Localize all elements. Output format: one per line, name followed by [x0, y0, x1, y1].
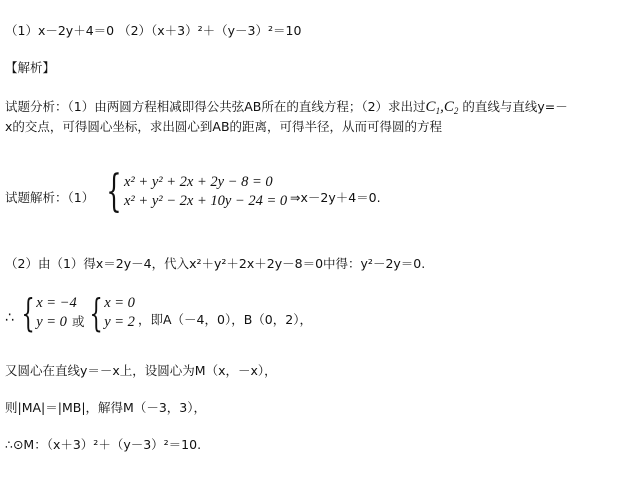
- solution-result: ⇒x－2y＋4＝0.: [290, 190, 381, 205]
- answer-line: （1）x－2y＋4＝0 （2）（x＋3）²＋（y－3）²＝10: [5, 23, 302, 38]
- systemA-eq2: y = 0: [36, 314, 67, 330]
- system1-eq1: x² + y² + 2x + 2y − 8 = 0: [124, 174, 273, 190]
- c2-symbol: $C_2$: [443, 99, 459, 116]
- systemB-eq1: x = 0: [104, 295, 135, 311]
- systemB-eq2: y = 2: [104, 314, 135, 330]
- analysis-heading: 【解析】: [5, 60, 56, 75]
- solution-label: 试题解析：（1）: [5, 190, 95, 205]
- points-text: ，即A（－4，0），B（0，2），: [138, 312, 312, 327]
- analysis-line-2: x的交点，可得圆心坐标，求出圆心到AB的距离，可得半径，从而可得圆的方程: [5, 119, 443, 134]
- equation-system-1: [100, 166, 288, 217]
- equation-system-b: [84, 291, 135, 335]
- part2-line-5: ∴⊙M：（x＋3）²＋（y－3）²＝10.: [5, 437, 202, 452]
- analysis-line-1: [5, 99, 568, 119]
- analysis-text-prefix: 试题分析：（1）由两圆方程相减即得公共弦AB所在的直线方程；（2）求出过: [5, 99, 426, 114]
- analysis-text-suffix: 的直线与直线y=－: [462, 99, 568, 114]
- therefore-symbol: ∴: [5, 310, 14, 326]
- or-word: 或: [72, 314, 85, 329]
- system1-eq2: x² + y² − 2x + 10y − 24 = 0: [124, 193, 288, 209]
- equation-system-a: [16, 291, 77, 335]
- comma: ,: [440, 99, 444, 115]
- systemA-eq1: x = −4: [36, 295, 77, 311]
- c1-symbol: $C_1$: [425, 99, 441, 116]
- brace: {: [106, 166, 122, 217]
- part2-line-3: 又圆心在直线y＝－x上，设圆心为M（x，－x），: [5, 363, 277, 378]
- brace: {: [21, 291, 35, 335]
- brace: {: [89, 291, 103, 335]
- part2-line-4: 则|MA|＝|MB|，解得M（－3，3），: [5, 400, 206, 415]
- part2-line-1: （2）由（1）得x＝2y－4，代入x²＋y²＋2x＋2y－8＝0中得：y²－2y＝0.: [5, 256, 426, 271]
